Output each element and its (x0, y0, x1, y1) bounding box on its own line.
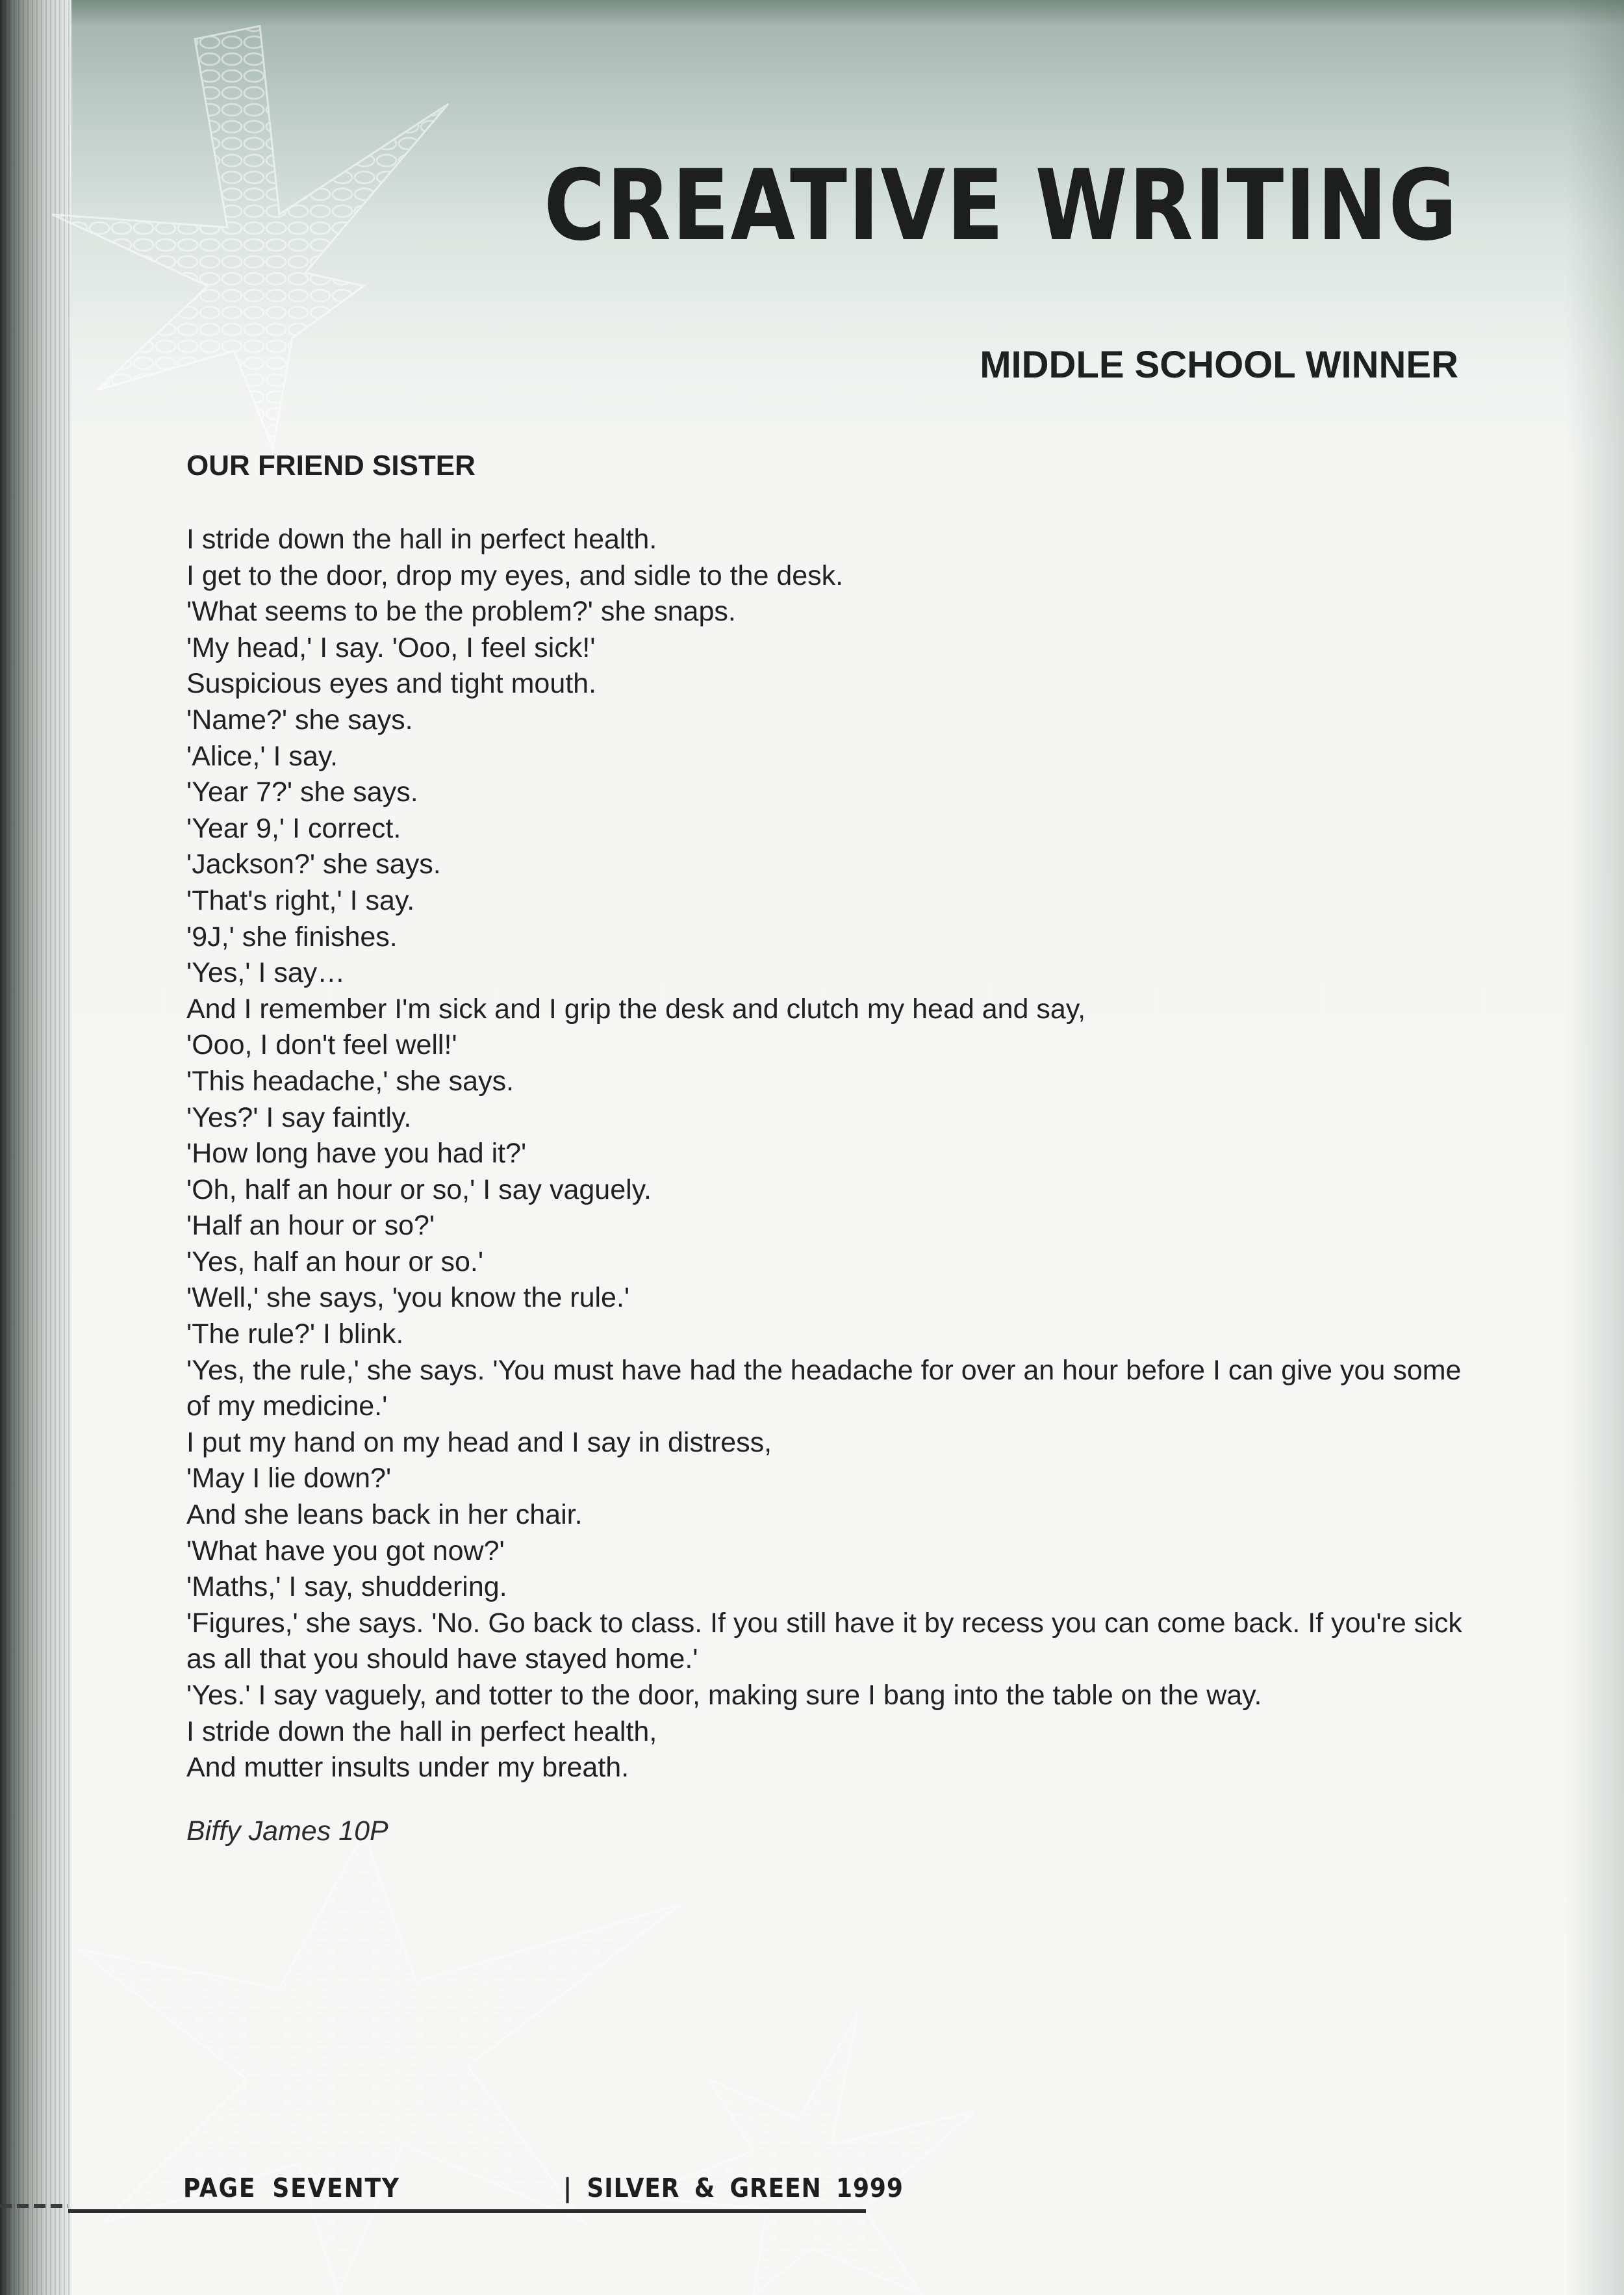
poem-line: 'Figures,' she says. 'No. Go back to class. If you still have it by recess you can come back. If you're sick (186, 1607, 1462, 1639)
footer-dashed-rule (0, 2204, 68, 2208)
award-subtitle: MIDDLE SCHOOL WINNER (980, 344, 1458, 386)
poem-line: I stride down the hall in perfect health. (186, 524, 657, 555)
poem-line: 'Oh, half an hour or so,' I say vaguely. (186, 1173, 652, 1205)
bottom-left-star-icon (78, 1832, 682, 2295)
page-footer (183, 2173, 904, 2203)
section-title: CREATIVE WRITING (544, 149, 1458, 263)
poem-line: And I remember I'm sick and I grip the desk and clutch my head and say, (186, 993, 1086, 1025)
footer-rule (68, 2209, 866, 2213)
poem-line: 'What seems to be the problem?' she snaps. (186, 596, 736, 628)
poem-line: I stride down the hall in perfect health, (186, 1715, 657, 1747)
poem-line: 'Ooo, I don't feel well!' (186, 1029, 457, 1061)
poem-line: I get to the door, drop my eyes, and sidle to the desk. (186, 559, 844, 591)
poem-line: I put my hand on my head and I say in distress, (186, 1426, 772, 1458)
top-star-icon (52, 26, 448, 448)
poem-line: 'The rule?' I blink. (186, 1318, 404, 1350)
poem-line: 'Year 7?' she says. (186, 776, 418, 808)
poem-line: 'That's right,' I say. (186, 884, 415, 916)
poem-line: of my medicine.' (186, 1391, 388, 1422)
poem-line: Suspicious eyes and tight mouth. (186, 668, 597, 700)
poem-line: 'Jackson?' she says. (186, 849, 441, 880)
publication-name: | SILVER & GREEN 1999 (563, 2173, 904, 2203)
poem-author: Biffy James 10P (186, 1815, 388, 1847)
poem-line: 'My head,' I say. 'Ooo, I feel sick!' (186, 632, 596, 663)
poem-title: OUR FRIEND SISTER (186, 450, 476, 481)
poem-line: 'What have you got now?' (186, 1535, 505, 1567)
poem-line: 'Well,' she says, 'you know the rule.' (186, 1282, 630, 1314)
poem-line: 'This headache,' she says. (186, 1065, 514, 1097)
poem-line: 'Yes, the rule,' she says. 'You must have had the headache for over an hour before I can give you some (186, 1354, 1462, 1386)
poem-line: '9J,' she finishes. (186, 921, 398, 953)
poem-line: 'Maths,' I say, shuddering. (186, 1571, 507, 1603)
poem-line: 'Yes?' I say faintly. (186, 1101, 412, 1133)
poem-line: 'Alice,' I say. (186, 740, 338, 772)
poem-line: 'How long have you had it?' (186, 1138, 527, 1170)
poem-line: 'Yes.' I say vaguely, and totter to the door, making sure I bang into the table on the way. (186, 1680, 1262, 1711)
poem-line: 'Year 9,' I correct. (186, 812, 401, 844)
poem-line: 'Yes,' I say… (186, 957, 346, 989)
poem-line: 'Name?' she says. (186, 704, 413, 736)
poem-line: And she leans back in her chair. (186, 1499, 583, 1531)
poem-line: And mutter insults under my breath. (186, 1752, 629, 1784)
poem-line: 'May I lie down?' (186, 1463, 392, 1494)
poem-body (186, 522, 1570, 1786)
poem-line: as all that you should have stayed home.' (186, 1643, 698, 1675)
bottom-right-star-icon (637, 2014, 974, 2295)
poem-line: 'Half an hour or so?' (186, 1210, 435, 1242)
poem-line: 'Yes, half an hour or so.' (186, 1246, 484, 1277)
page-number-label: PAGE SEVENTY (183, 2173, 400, 2203)
